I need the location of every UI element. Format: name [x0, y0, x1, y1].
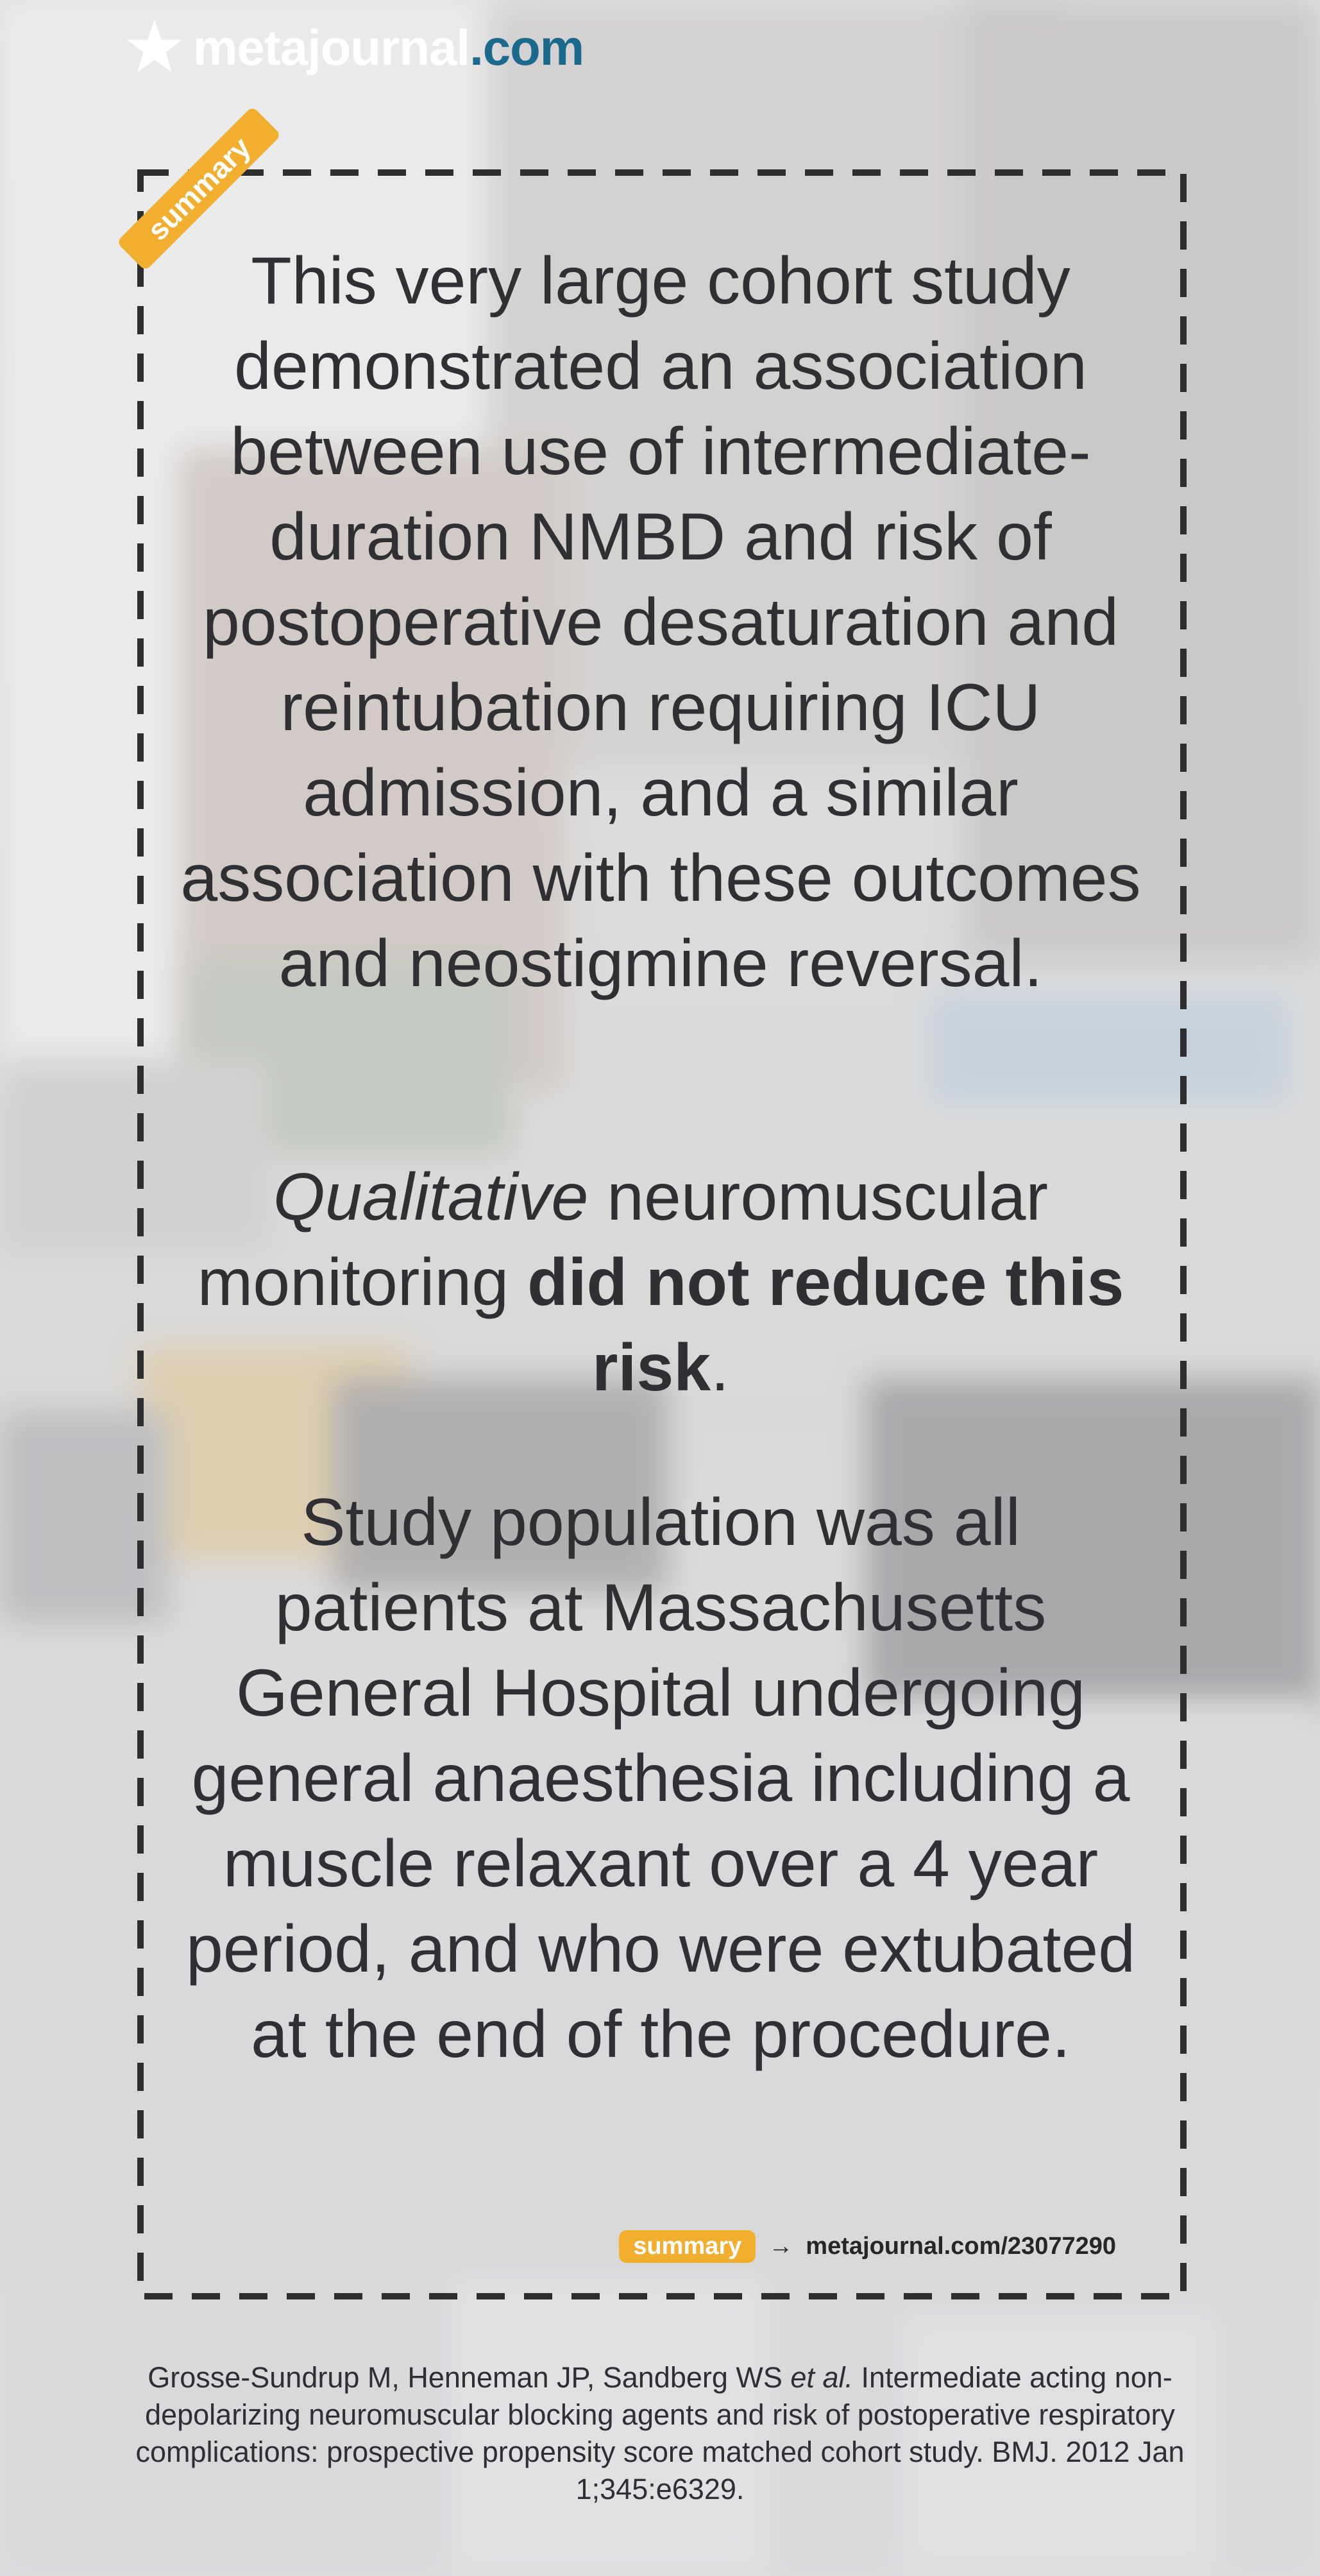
citation-text: Intermediate acting non-depolarizing neuromuscular blocking agents and risk of postoperative respiratory complications: prospective propensity score matched cohort study. BMJ. 2012 Jan 1;345:e6329.	[135, 2361, 1185, 2505]
summary-paragraph-3: Study population was all patients at Massachusetts General Hospital undergoing general anaesthesia including a muscle relaxant over a 4 year period, and who were extubated at the end of the procedure.	[185, 1485, 1136, 2072]
citation	[90, 2359, 1230, 2508]
summary-paragraph-1: This very large cohort study demonstrated an association between use of intermediate-duration NMBD and risk of postoperative desaturation and reintubation requiring ICU admission, and a similar association with these outcomes and neostigmine reversal.	[180, 244, 1141, 1001]
qualitative-text: Qualitative	[273, 1160, 589, 1234]
summary-ribbon: summary	[116, 106, 281, 271]
summary-url[interactable]: metajournal.com/23077290	[806, 2233, 1116, 2260]
brand-name: metajournal	[193, 19, 470, 76]
risk-emphasis: did not reduce this risk	[527, 1245, 1124, 1405]
citation-authors: Grosse-Sundrup M, Henneman JP, Sandberg WS	[148, 2361, 791, 2394]
summary-paragraph-2	[180, 1155, 1142, 1411]
monitoring-text: neuromuscular monitoring	[197, 1160, 1049, 1320]
citation-etal: et al.	[790, 2361, 853, 2394]
brand-logo[interactable]	[125, 18, 584, 77]
summary-tag: summary	[619, 2230, 756, 2263]
star-icon	[125, 18, 184, 77]
arrow-icon: →	[768, 2233, 793, 2260]
period-text: .	[711, 1331, 729, 1405]
summary-link[interactable]	[619, 2230, 1116, 2263]
brand-suffix: .com	[470, 19, 584, 76]
